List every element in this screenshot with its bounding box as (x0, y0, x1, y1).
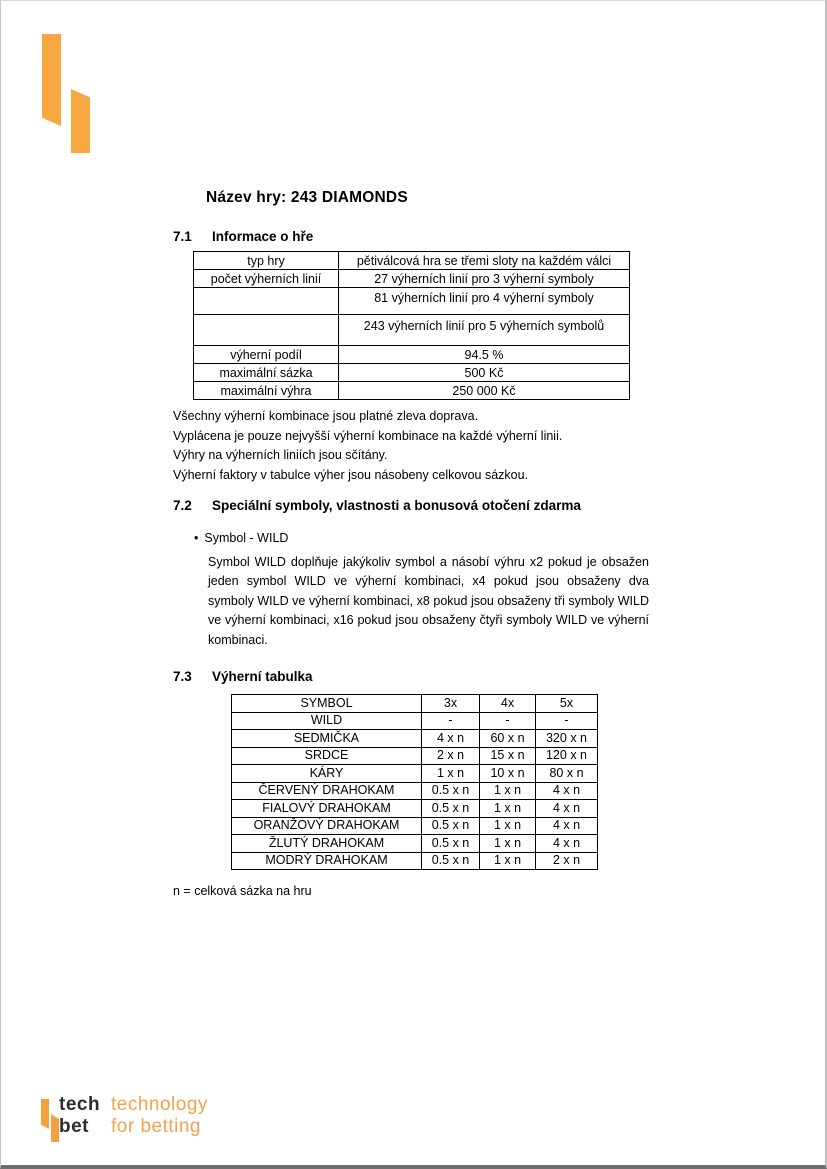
rule-line: Výherní faktory v tabulce výher jsou násobeny celkovou sázkou. (173, 467, 529, 482)
company-logo-bar-icon (71, 89, 90, 153)
rule-line: Výhry na výherních liniích jsou sčítány. (173, 448, 388, 463)
info-label-cell (194, 288, 339, 315)
section-heading-7-3 (173, 669, 313, 684)
table-row (232, 747, 598, 765)
paytable (231, 694, 598, 870)
symbol-cell: ČERVENÝ DRAHOKAM (232, 782, 422, 800)
section-number: 7.3 (173, 669, 192, 684)
table-row (232, 852, 598, 870)
payout-cell: 4 x n (536, 800, 598, 818)
payout-cell: 120 x n (536, 747, 598, 765)
payout-cell: 1 x n (480, 782, 536, 800)
brand-word-tech: tech (59, 1094, 101, 1115)
symbol-cell: SEDMIČKA (232, 730, 422, 748)
payout-cell: 80 x n (536, 765, 598, 783)
paytable-header-cell: SYMBOL (232, 695, 422, 713)
payout-cell: 1 x n (480, 817, 536, 835)
bullet-icon: • (194, 531, 199, 545)
payout-cell: - (480, 712, 536, 730)
symbol-cell: MODRÝ DRAHOKAM (232, 852, 422, 870)
payout-cell: - (536, 712, 598, 730)
table-row (232, 800, 598, 818)
table-row (194, 346, 630, 364)
payout-cell: 0.5 x n (422, 782, 480, 800)
section-label: Speciální symboly, vlastnosti a bonusová otočení zdarma (212, 498, 581, 513)
payout-cell: 15 x n (480, 747, 536, 765)
footer-logo-bar-icon (41, 1099, 49, 1129)
symbol-cell: SRDCE (232, 747, 422, 765)
game-info-table (193, 251, 630, 400)
payout-cell: 2 x n (536, 852, 598, 870)
symbol-cell: ŽLUTÝ DRAHOKAM (232, 835, 422, 853)
payout-cell: 0.5 x n (422, 817, 480, 835)
table-row (232, 835, 598, 853)
section-heading-7-2 (173, 498, 581, 513)
table-row (232, 730, 598, 748)
info-value-cell: 250 000 Kč (339, 382, 630, 400)
paytable-note: n = celková sázka na hru (173, 884, 312, 898)
info-value-cell: pětiválcová hra se třemi sloty na každém válci (339, 252, 630, 270)
company-logo-bar-icon (42, 34, 61, 126)
page-title: Název hry: 243 DIAMONDS (206, 189, 408, 206)
payout-cell: 4 x n (536, 817, 598, 835)
info-label-cell: počet výherních linií (194, 270, 339, 288)
table-row (194, 270, 630, 288)
footer-brand (59, 1094, 208, 1138)
rule-line: Vyplácena je pouze nejvyšší výherní kombinace na každé výherní linii. (173, 428, 563, 443)
wild-bullet-item (194, 531, 288, 545)
paytable-header-cell: 5x (536, 695, 598, 713)
section-label: Informace o hře (212, 229, 314, 244)
info-label-cell (194, 315, 339, 346)
payout-cell: 0.5 x n (422, 800, 480, 818)
table-row (194, 382, 630, 400)
rule-line: Všechny výherní kombinace jsou platné zleva doprava. (173, 409, 479, 423)
paytable-header-cell: 3x (422, 695, 480, 713)
symbol-cell: FIALOVÝ DRAHOKAM (232, 800, 422, 818)
brand-word-bet: bet (59, 1116, 89, 1137)
info-label-cell: maximální sázka (194, 364, 339, 382)
section-number: 7.1 (173, 229, 192, 244)
table-row (194, 364, 630, 382)
payout-cell: 0.5 x n (422, 835, 480, 853)
section-label: Výherní tabulka (212, 669, 313, 684)
table-row (232, 765, 598, 783)
payout-cell: 4 x n (536, 782, 598, 800)
info-label-cell: maximální výhra (194, 382, 339, 400)
footer-logo-bar-icon (51, 1114, 59, 1142)
payout-cell: 1 x n (480, 852, 536, 870)
payout-cell: 1 x n (480, 800, 536, 818)
payout-cell: 1 x n (422, 765, 480, 783)
payout-cell: 4 x n (536, 835, 598, 853)
payout-cell: - (422, 712, 480, 730)
table-row (194, 315, 630, 346)
symbol-cell: ORANŽOVÝ DRAHOKAM (232, 817, 422, 835)
table-header-row (232, 695, 598, 713)
brand-word-for-betting: for betting (111, 1116, 201, 1137)
info-value-cell: 500 Kč (339, 364, 630, 382)
info-value-cell: 81 výherních linií pro 4 výherní symboly (339, 288, 630, 315)
section-heading-7-1 (173, 229, 313, 244)
brand-word-technology: technology (111, 1094, 208, 1115)
payout-cell: 1 x n (480, 835, 536, 853)
symbol-cell: KÁRY (232, 765, 422, 783)
info-value-cell: 94.5 % (339, 346, 630, 364)
info-value-cell: 243 výherních linií pro 5 výherních symbolů (339, 315, 630, 346)
payout-cell: 2 x n (422, 747, 480, 765)
payout-cell: 10 x n (480, 765, 536, 783)
table-row (232, 817, 598, 835)
table-row (232, 712, 598, 730)
table-row (194, 252, 630, 270)
info-value-cell: 27 výherních linií pro 3 výherní symboly (339, 270, 630, 288)
section-number: 7.2 (173, 498, 192, 513)
table-row (194, 288, 630, 315)
table-row (232, 782, 598, 800)
payout-cell: 60 x n (480, 730, 536, 748)
payout-cell: 0.5 x n (422, 852, 480, 870)
wild-description: Symbol WILD doplňuje jakýkoliv symbol a násobí výhru x2 pokud je obsažen jeden symbol WILD ve výherní kombinaci, x4 pokud jsou obsaženy dva symboly WILD ve výherní kombinaci, x8 pokud jsou obsaženy tři symboly WILD ve výherní kombinaci, x16 pokud jsou obsaženy čtyři symboly WILD ve výherní kombinaci. (208, 555, 649, 647)
info-label-cell: typ hry (194, 252, 339, 270)
payout-cell: 4 x n (422, 730, 480, 748)
payout-cell: 320 x n (536, 730, 598, 748)
wild-bullet-label: Symbol - WILD (204, 531, 289, 545)
info-label-cell: výherní podíl (194, 346, 339, 364)
paytable-header-cell: 4x (480, 695, 536, 713)
rules-paragraph (173, 407, 562, 485)
symbol-cell: WILD (232, 712, 422, 730)
